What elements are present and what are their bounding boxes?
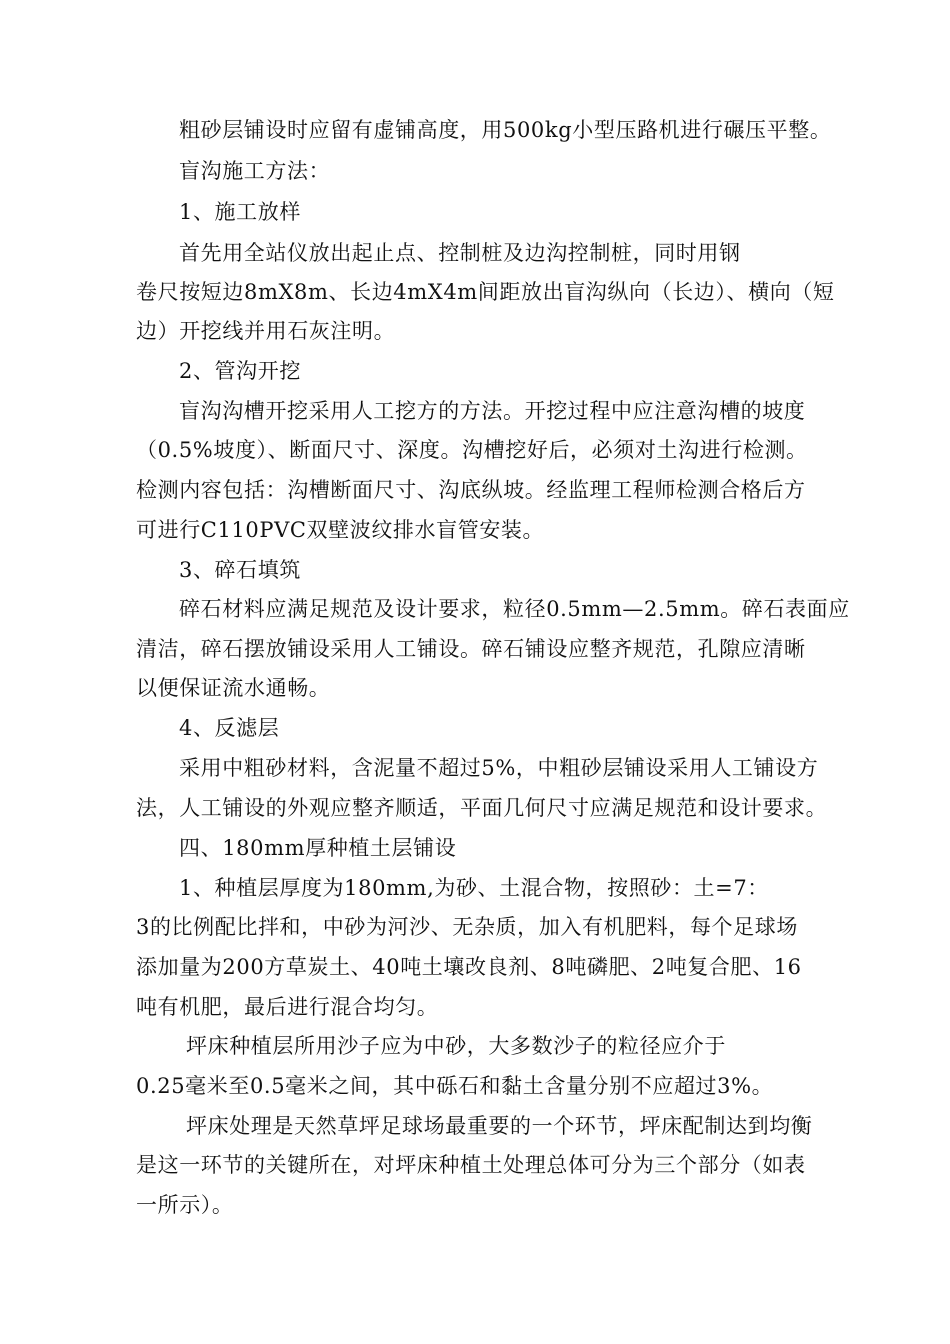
subsection-heading: 4、反滤层 <box>179 716 280 740</box>
paragraph-line: 吨有机肥，最后进行混合均匀。 <box>136 995 439 1019</box>
section-heading: 盲沟施工方法： <box>179 159 331 183</box>
subsection-heading: 2、管沟开挖 <box>179 359 301 383</box>
paragraph-line: 采用中粗砂材料，含泥量不超过5%，中粗砂层铺设采用人工铺设方 <box>179 756 819 780</box>
paragraph-line: 坪床处理是天然草坪足球场最重要的一个环节，坪床配制达到均衡 <box>186 1114 813 1138</box>
paragraph-line: 粗砂层铺设时应留有虚铺高度，用500kg小型压路机进行碾压平整。 <box>179 118 832 142</box>
subsection-heading: 1、施工放样 <box>179 200 301 224</box>
paragraph-line: （0.5%坡度）、断面尺寸、深度。沟槽挖好后，必须对土沟进行检测。 <box>136 438 808 462</box>
paragraph-line: 法，人工铺设的外观应整齐顺适，平面几何尺寸应满足规范和设计要求。 <box>136 796 828 820</box>
paragraph-line: 1、种植层厚度为180mm,为砂、土混合物，按照砂：土=7： <box>179 876 769 900</box>
paragraph-line: 清洁，碎石摆放铺设采用人工铺设。碎石铺设应整齐规范，孔隙应清晰 <box>136 637 806 661</box>
paragraph-line: 0.25毫米至0.5毫米之间，其中砾石和黏土含量分别不应超过3%。 <box>136 1074 774 1098</box>
paragraph-line: 坪床种植层所用沙子应为中砂，大多数沙子的粒径应介于 <box>186 1034 726 1058</box>
paragraph-line: 添加量为200方草炭土、40吨土壤改良剂、8吨磷肥、2吨复合肥、16 <box>136 955 802 979</box>
paragraph-line: 一所示）。 <box>136 1193 234 1217</box>
section-heading: 四、180mm厚种植土层铺设 <box>179 836 457 860</box>
paragraph-line: 检测内容包括：沟槽断面尺寸、沟底纵坡。经监理工程师检测合格后方 <box>136 478 806 502</box>
paragraph-line: 边）开挖线并用石灰注明。 <box>136 319 396 343</box>
paragraph-line: 以便保证流水通畅。 <box>136 676 331 700</box>
paragraph-line: 是这一环节的关键所在，对坪床种植土处理总体可分为三个部分（如表 <box>136 1153 806 1177</box>
paragraph-line: 可进行C110PVC双壁波纹排水盲管安装。 <box>136 518 545 542</box>
paragraph-line: 首先用全站仪放出起止点、控制桩及边沟控制桩，同时用钢 <box>179 241 741 265</box>
paragraph-line: 盲沟沟槽开挖采用人工挖方的方法。开挖过程中应注意沟槽的坡度 <box>179 399 806 423</box>
paragraph-line: 卷尺按短边8mX8m、长边4mX4m间距放出盲沟纵向（长边）、横向（短 <box>136 280 835 304</box>
paragraph-line: 碎石材料应满足规范及设计要求，粒径0.5mm—2.5mm。碎石表面应 <box>179 597 850 621</box>
subsection-heading: 3、碎石填筑 <box>179 558 301 582</box>
paragraph-line: 3的比例配比拌和，中砂为河沙、无杂质，加入有机肥料，每个足球场 <box>136 915 798 939</box>
